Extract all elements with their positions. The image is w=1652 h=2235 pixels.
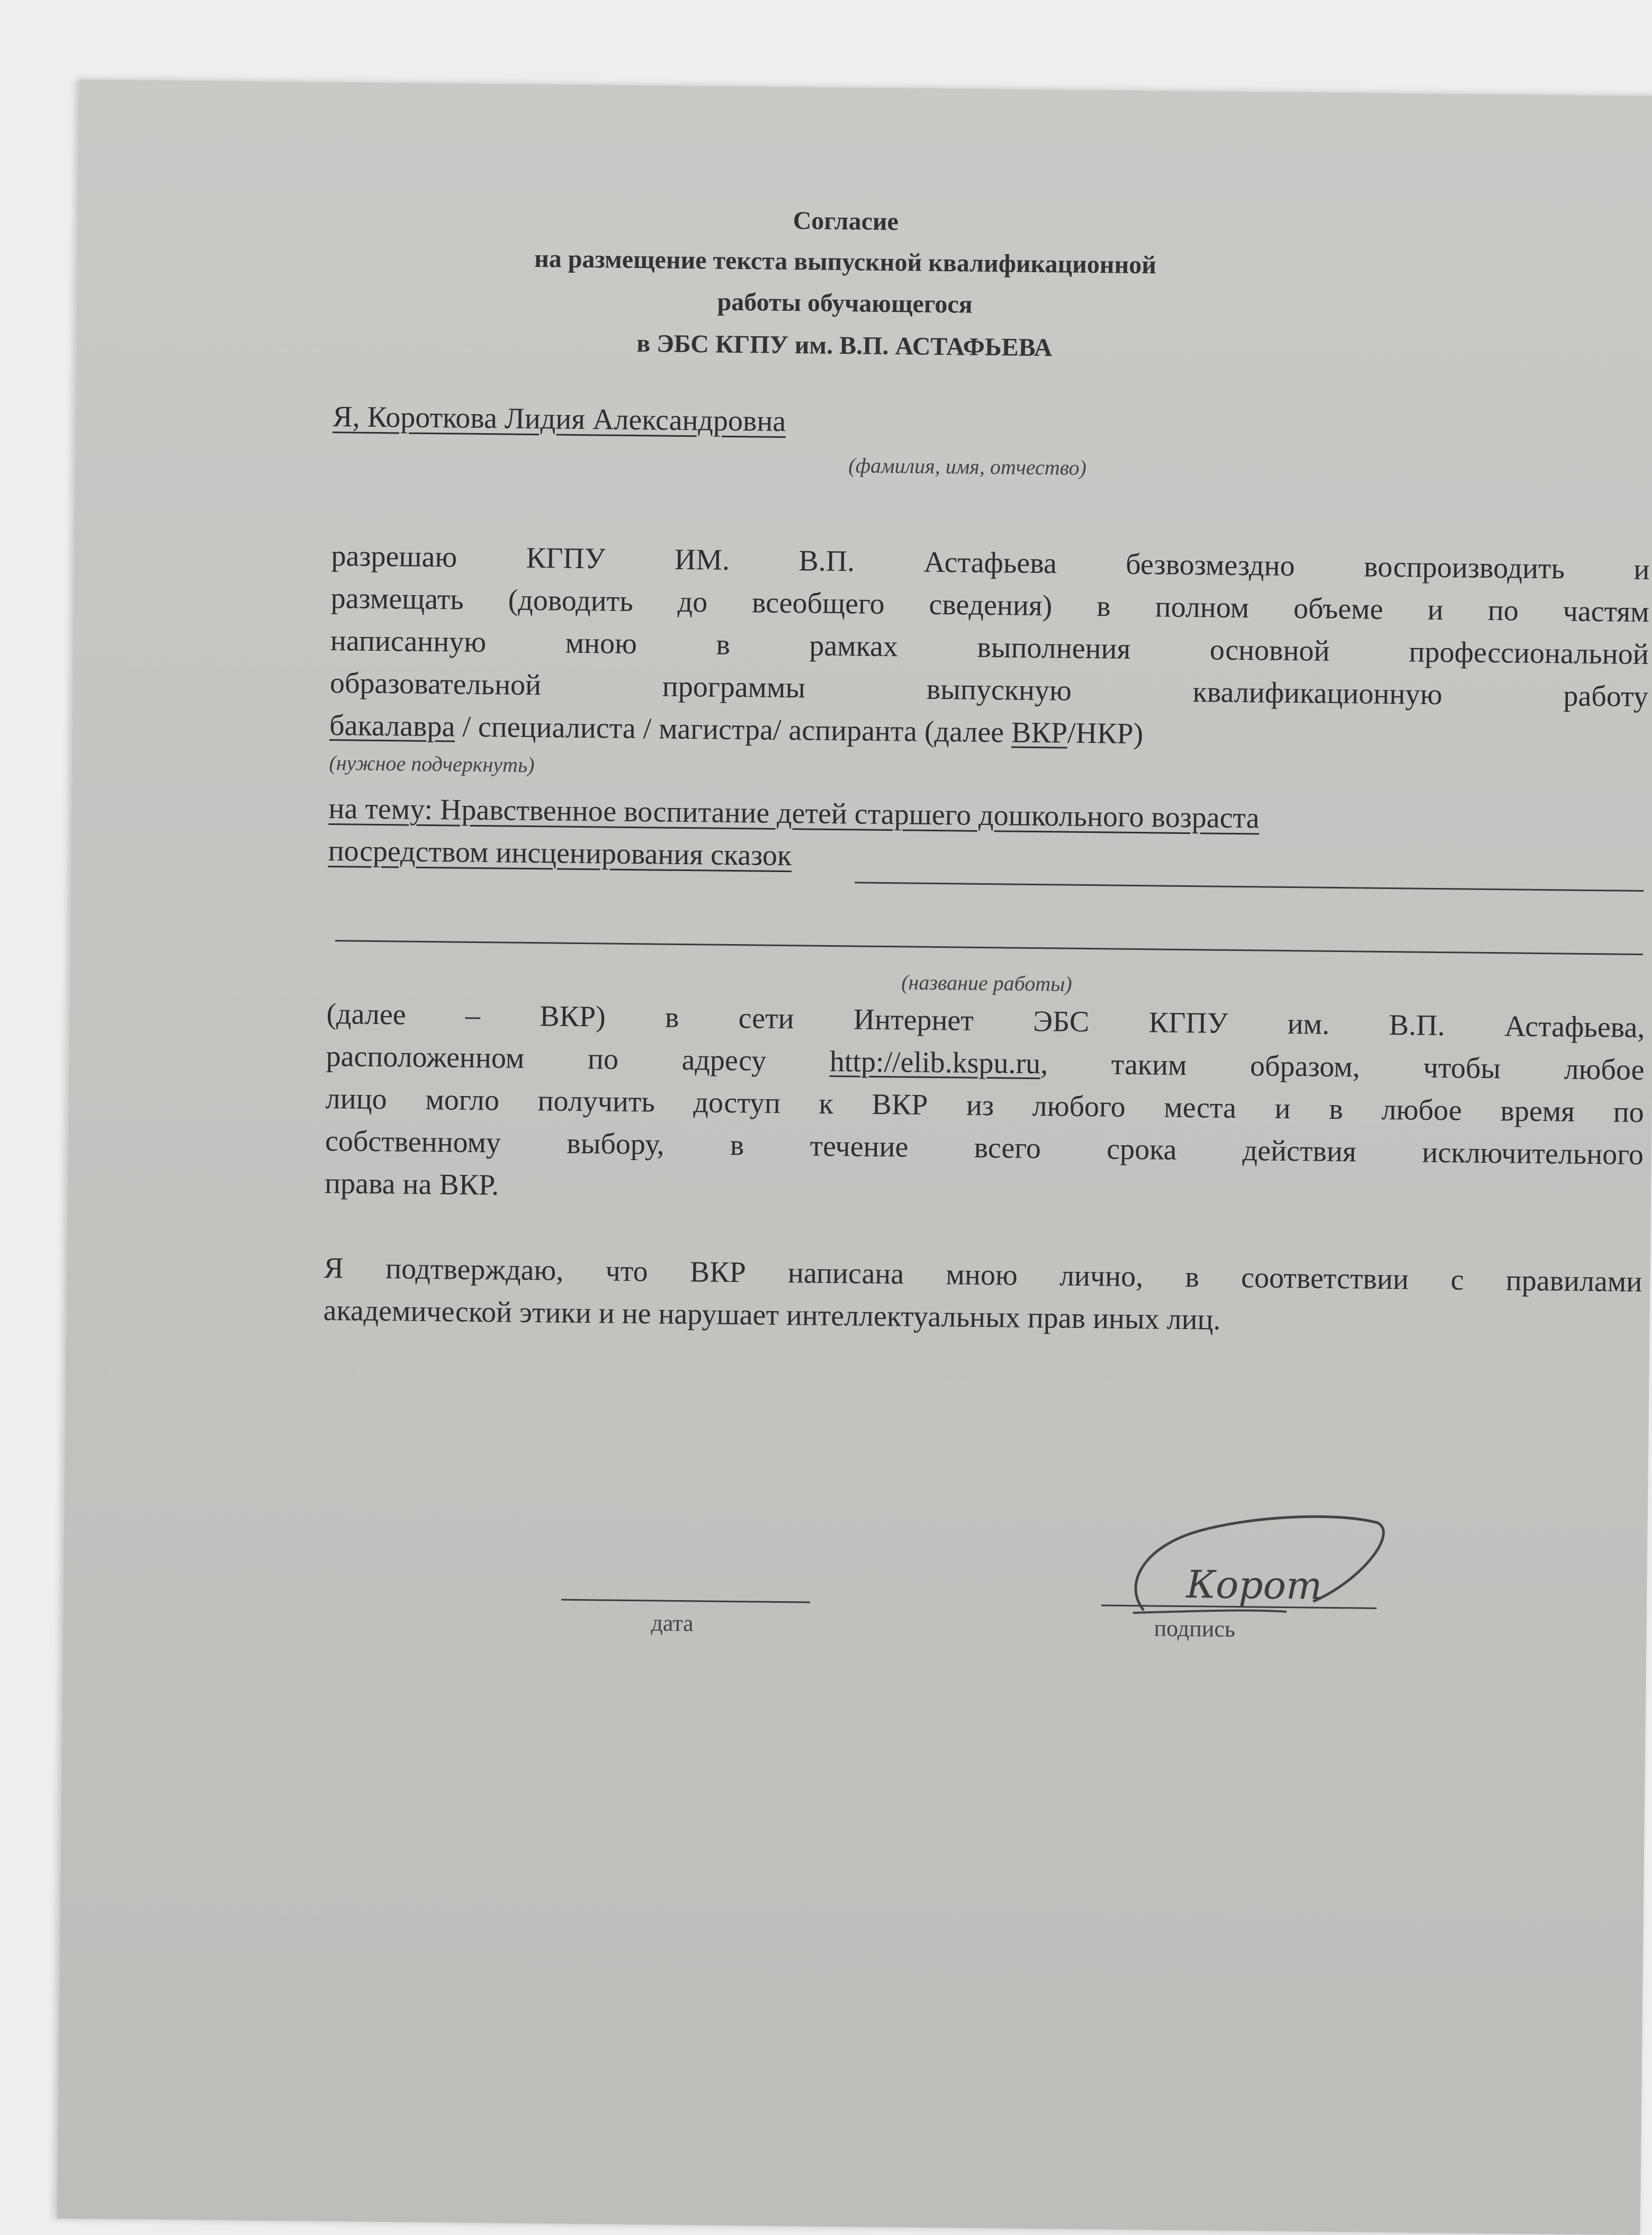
applicant-name: Я, Короткова Лидия Александровна	[333, 400, 786, 438]
publication-line1: (далее – ВКР) в сети Интернет ЭБС КГПУ им. В.П. Астафьева,	[326, 997, 1645, 1045]
permission-line2: размещать (доводить до всеобщего сведения) в полном объеме и по частям	[330, 582, 1649, 629]
document-sheet	[57, 79, 1652, 2235]
underline-note: (нужное подчеркнуть)	[329, 751, 535, 777]
degree-options: / специалиста / магистра/ аспиранта (далее	[455, 710, 1012, 749]
publication-line2-post: , таким образом, чтобы любое	[1040, 1047, 1645, 1087]
topic-rule-2	[335, 940, 1643, 955]
permission-line4: образовательной программы выпускную квалификационную работу	[329, 667, 1649, 714]
work-type-rest: /НКР)	[1067, 716, 1144, 751]
permission-line3: написанную мною в рамках выполнения основной профессиональной	[330, 624, 1649, 671]
doc-subtitle-line2: работы обучающегося	[717, 288, 973, 319]
topic-caption: (название работы)	[901, 970, 1072, 996]
work-type-selected: ВКР	[1011, 716, 1068, 750]
doc-subtitle-line1: на размещение текста выпускной квалификационной	[534, 245, 1157, 280]
confirmation-line2: академической этики и не нарушает интеллектуальных прав иных лиц.	[323, 1294, 1221, 1336]
doc-title: Согласие	[793, 207, 899, 236]
topic-line1: на тему: Нравственное воспитание детей старшего дошкольного возраста	[328, 792, 1260, 835]
handwritten-signature	[1111, 1499, 1388, 1639]
topic-rule-1	[855, 882, 1644, 892]
degree-selected: бакалавра	[329, 709, 455, 743]
degree-line	[329, 704, 1144, 755]
publication-line4: собственному выбору, в течение всего срока действия исключительного	[325, 1124, 1644, 1172]
confirmation-line1: Я подтверждаю, что ВКР написана мною лично, в соответствии с правилами	[324, 1251, 1642, 1299]
publication-line3: лицо могло получить доступ к ВКР из любого места и в любое время по	[325, 1082, 1645, 1129]
applicant-name-caption: (фамилия, имя, отчество)	[848, 453, 1087, 480]
library-url-link[interactable]: http://elib.kspu.ru	[829, 1045, 1041, 1081]
signature-text: Корот	[1186, 1562, 1323, 1608]
topic-line2: посредством инсценирования сказок	[328, 834, 792, 873]
date-label: дата	[651, 1610, 694, 1637]
publication-line2-pre: расположенном по адресу	[326, 1039, 830, 1078]
permission-line1: разрешаю КГПУ ИМ. В.П. Астафьева безвозмездно воспроизводить и	[331, 540, 1650, 587]
signature-label: подпись	[1154, 1615, 1236, 1642]
doc-subtitle-line3: в ЭБС КГПУ им. В.П. АСТАФЬЕВА	[636, 329, 1053, 362]
date-rule	[561, 1599, 810, 1603]
publication-line5: права на ВКР.	[324, 1166, 499, 1202]
